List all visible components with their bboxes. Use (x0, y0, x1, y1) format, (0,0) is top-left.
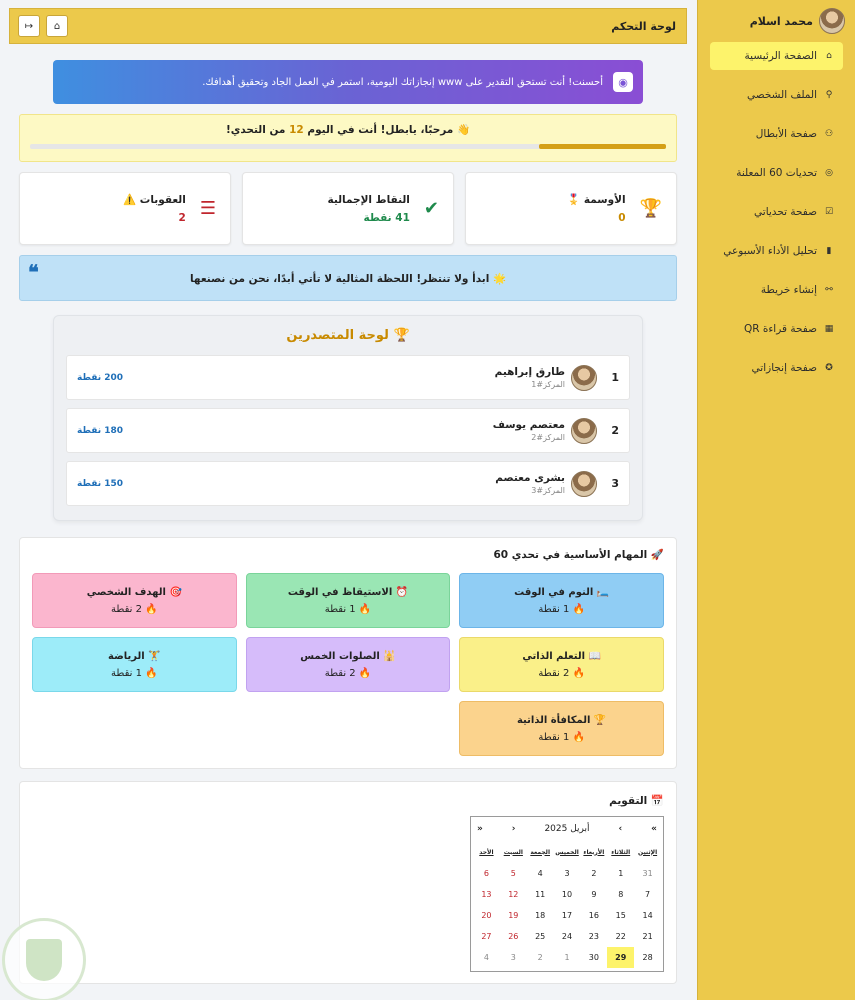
bot-message-banner (53, 60, 643, 104)
sidebar-item-0[interactable] (710, 42, 843, 70)
calendar-day[interactable]: 15 (615, 911, 626, 920)
weekday-header: الخميس (555, 848, 579, 856)
leaderboard-name: بشرى معتصم (495, 472, 565, 484)
calendar-day[interactable]: 9 (591, 890, 597, 899)
calendar-day[interactable]: 31 (642, 869, 653, 878)
calendar-day[interactable]: 6 (483, 869, 489, 878)
welcome-prefix: 👋 مرحبًا، يابطل! أنت في اليوم (307, 124, 471, 136)
stat-label: الأوسمة 🎖️ (567, 194, 626, 206)
task-points: 🔥 1 نقطة (324, 603, 372, 615)
calendar-day[interactable]: 5 (510, 869, 516, 878)
prev-month-button[interactable]: ‹ (618, 824, 623, 834)
sidebar-item-8[interactable] (710, 354, 843, 382)
calendar-day[interactable]: 23 (588, 932, 599, 941)
trophy-icon: 🏆 (639, 198, 662, 219)
leaderboard-rank: 3 (611, 477, 619, 490)
sidebar-item-7[interactable] (710, 315, 843, 343)
last-month-button[interactable]: » (477, 824, 483, 834)
sidebar-nav (698, 42, 855, 382)
sidebar-item-label: تحليل الأداء الأسبوعي (723, 245, 817, 257)
user-icon: ⚲ (825, 90, 833, 100)
leaderboard-place: المركز#3 (531, 486, 565, 495)
calendar-day[interactable]: 4 (483, 953, 489, 962)
task-card[interactable] (246, 573, 451, 628)
weekday-header: الإثنين (638, 848, 658, 856)
stat-text (123, 193, 186, 224)
sidebar-user[interactable] (698, 8, 855, 42)
shield-icon (26, 939, 62, 981)
leaderboard-avatar (571, 471, 597, 497)
sidebar-item-label: تحديات 60 المعلنة (736, 167, 817, 179)
task-points: 🔥 2 نقطة (111, 603, 158, 615)
target-icon: ◎ (825, 168, 833, 178)
leaderboard (53, 315, 643, 521)
task-points: 🔥 2 نقطة (324, 667, 372, 679)
list-check-icon: ☰ (199, 198, 216, 219)
sidebar-item-6[interactable] (710, 276, 843, 304)
challenge-progress-fill (539, 144, 666, 149)
calendar-widget (470, 816, 664, 972)
calendar-day[interactable]: 3 (510, 953, 516, 962)
user-avatar (819, 8, 845, 34)
weekday-header: الأحد (479, 848, 494, 856)
stat-label: العقوبات ⚠️ (123, 194, 186, 206)
calendar-day[interactable]: 1 (564, 953, 570, 962)
leaderboard-title: 🏆 لوحة المتصدرين (286, 328, 410, 343)
calendar-day[interactable]: 18 (535, 911, 546, 920)
site-logo (2, 918, 86, 1000)
leaderboard-row[interactable] (66, 355, 630, 400)
leaderboard-name: معتصم يوسف (492, 419, 565, 431)
task-title: 🕌 الصلوات الخمس (300, 650, 396, 662)
task-points: 🔥 1 نقطة (538, 731, 585, 743)
calendar-day-today[interactable]: 29 (607, 947, 634, 968)
sitemap-icon: ⚯ (825, 285, 833, 295)
leaderboard-user (123, 366, 565, 389)
weekday-header: الثلاثاء (611, 848, 631, 856)
weekday-header: السبت (503, 848, 523, 856)
sidebar-item-5[interactable] (710, 237, 843, 265)
welcome-banner (19, 114, 677, 162)
task-card[interactable] (246, 637, 451, 692)
logout-icon: ↦ (24, 20, 34, 32)
main-content (9, 8, 687, 984)
home-button[interactable] (46, 15, 68, 37)
sidebar-item-label: صفحة إنجازاتي (751, 362, 817, 374)
sidebar-item-4[interactable] (710, 198, 843, 226)
calendar-day[interactable]: 8 (618, 890, 624, 899)
stat-value: 41 نقطة (363, 211, 410, 224)
task-card[interactable] (459, 573, 664, 628)
user-name: محمد اسلام (749, 14, 813, 28)
check-circle-icon: ✔ (423, 198, 439, 219)
leaderboard-place: المركز#1 (531, 380, 565, 389)
calendar-day[interactable]: 25 (535, 932, 546, 941)
weekday-header: الجمعة (530, 848, 550, 856)
calendar-day[interactable]: 7 (645, 890, 651, 899)
calendar-day[interactable]: 1 (618, 869, 624, 878)
sidebar-item-label: صفحة تحدياتي (754, 206, 817, 218)
sidebar-item-label: الملف الشخصي (747, 89, 817, 101)
calendar-day[interactable]: 4 (537, 869, 543, 878)
leaderboard-user (123, 472, 565, 495)
challenge-day: 12 (289, 124, 304, 136)
stat-card (465, 172, 677, 245)
calendar-day[interactable]: 17 (561, 911, 573, 920)
tasks-panel (19, 537, 677, 769)
calendar-month-label: أبريل 2025 (544, 824, 590, 834)
task-points: 🔥 1 نقطة (111, 667, 158, 679)
stat-text (567, 193, 625, 224)
leaderboard-row[interactable] (66, 408, 630, 453)
weekday-header: الأربعاء (583, 848, 605, 856)
logout-button[interactable] (18, 15, 40, 37)
motivational-quote (19, 255, 677, 301)
page-title: لوحة التحكم (611, 19, 676, 33)
task-card[interactable] (32, 573, 237, 628)
users-icon: ⚇ (824, 129, 834, 139)
leaderboard-points: 200 نقطة (77, 372, 124, 383)
sidebar-item-label: إنشاء خريطة (760, 284, 817, 296)
top-bar (9, 8, 687, 44)
checkbox-icon: ☑ (824, 207, 834, 217)
task-card[interactable] (459, 701, 664, 756)
task-title: ⏰ الاستيقاظ في الوقت (287, 586, 409, 598)
qrcode-icon: ▦ (824, 324, 834, 334)
calendar-day[interactable]: 22 (615, 932, 626, 941)
home-icon: ⌂ (53, 20, 61, 32)
tasks-title: 🚀 المهام الأساسية في تحدي 60 (493, 549, 664, 561)
leaderboard-name: طارق إبراهيم (494, 366, 565, 378)
leaderboard-row[interactable] (66, 461, 630, 506)
first-month-button[interactable]: « (651, 824, 657, 834)
stat-text (327, 194, 409, 224)
calendar-day[interactable]: 21 (642, 932, 653, 941)
leaderboard-rank: 1 (611, 371, 619, 384)
sidebar-item-3[interactable] (710, 159, 843, 187)
calendar-day[interactable]: 30 (588, 953, 599, 962)
stat-card (19, 172, 231, 245)
calendar-day[interactable]: 19 (508, 911, 519, 920)
robot-icon: ◉ (613, 72, 633, 92)
task-title: 🛏️ النوم في الوقت (514, 586, 610, 598)
sidebar-item-1[interactable] (710, 81, 843, 109)
calendar-day[interactable]: 27 (481, 932, 492, 941)
calendar-day[interactable]: 11 (535, 890, 546, 899)
sidebar-item-2[interactable] (710, 120, 843, 148)
calendar-nav (471, 817, 663, 841)
calendar-day[interactable]: 2 (537, 953, 543, 962)
sidebar (697, 0, 855, 1000)
leaderboard-avatar (571, 418, 597, 444)
sidebar-item-label: صفحة قراءة QR (743, 323, 817, 335)
bot-message-text: أحسنت! أنت تستحق التقدير على www إنجازاتك اليومية، استمر في العمل الجاد وتحقيق أهدافك. (202, 76, 603, 88)
leaderboard-rank: 2 (611, 424, 619, 437)
task-title: 📖 التعلم الذاتي (522, 650, 601, 662)
sidebar-item-label: صفحة الأبطال (755, 128, 817, 140)
task-card[interactable] (32, 637, 237, 692)
stat-label: النقاط الإجمالية (327, 193, 410, 206)
task-title: 🏋️ الرياضة (108, 650, 161, 662)
calendar-day[interactable]: 14 (642, 911, 653, 920)
leaderboard-user (123, 419, 565, 442)
calendar-day[interactable]: 13 (481, 890, 492, 899)
next-month-button[interactable]: › (511, 824, 516, 834)
stat-card (242, 172, 454, 245)
calendar-day[interactable]: 3 (564, 869, 570, 878)
medal-icon: ✪ (825, 363, 833, 373)
calendar-day[interactable]: 24 (561, 932, 573, 941)
task-points: 🔥 2 نقطة (538, 667, 585, 679)
task-points: 🔥 1 نقطة (538, 603, 585, 615)
welcome-message (30, 123, 666, 136)
leaderboard-points: 180 نقطة (77, 425, 124, 436)
task-card[interactable] (459, 637, 664, 692)
calendar-day[interactable]: 2 (591, 869, 597, 878)
calendar-day[interactable]: 26 (508, 932, 519, 941)
calendar-panel (19, 781, 677, 984)
calendar-day[interactable]: 10 (561, 890, 573, 899)
leaderboard-points: 150 نقطة (77, 478, 124, 489)
task-title: 🎯 الهدف الشخصي (86, 586, 182, 598)
calendar-day[interactable]: 16 (588, 911, 599, 920)
calendar-day[interactable]: 20 (481, 911, 492, 920)
welcome-suffix: من التحدي! (225, 124, 286, 136)
calendar-day[interactable]: 28 (642, 953, 653, 962)
home-icon: ⌂ (826, 51, 832, 61)
quote-text: 🌟 ابدأ ولا تنتظر! اللحظة المثالية لا تأتي أبدًا، نحن من نصنعها (189, 272, 507, 285)
sidebar-item-label: الصفحة الرئيسية (744, 50, 817, 62)
leaderboard-avatar (571, 365, 597, 391)
bar-chart-icon: ▮ (826, 246, 832, 256)
leaderboard-place: المركز#2 (531, 433, 565, 442)
calendar-day[interactable]: 12 (508, 890, 519, 899)
challenge-progress-bar (30, 144, 666, 149)
stat-value: 2 (178, 212, 186, 224)
quote-icon: ❝ (28, 260, 39, 284)
stats-row (19, 172, 677, 245)
stat-value: 0 (618, 212, 626, 224)
calendar-title: 📅 التقويم (609, 795, 664, 807)
task-title: 🏆 المكافأة الذاتية (516, 714, 607, 726)
